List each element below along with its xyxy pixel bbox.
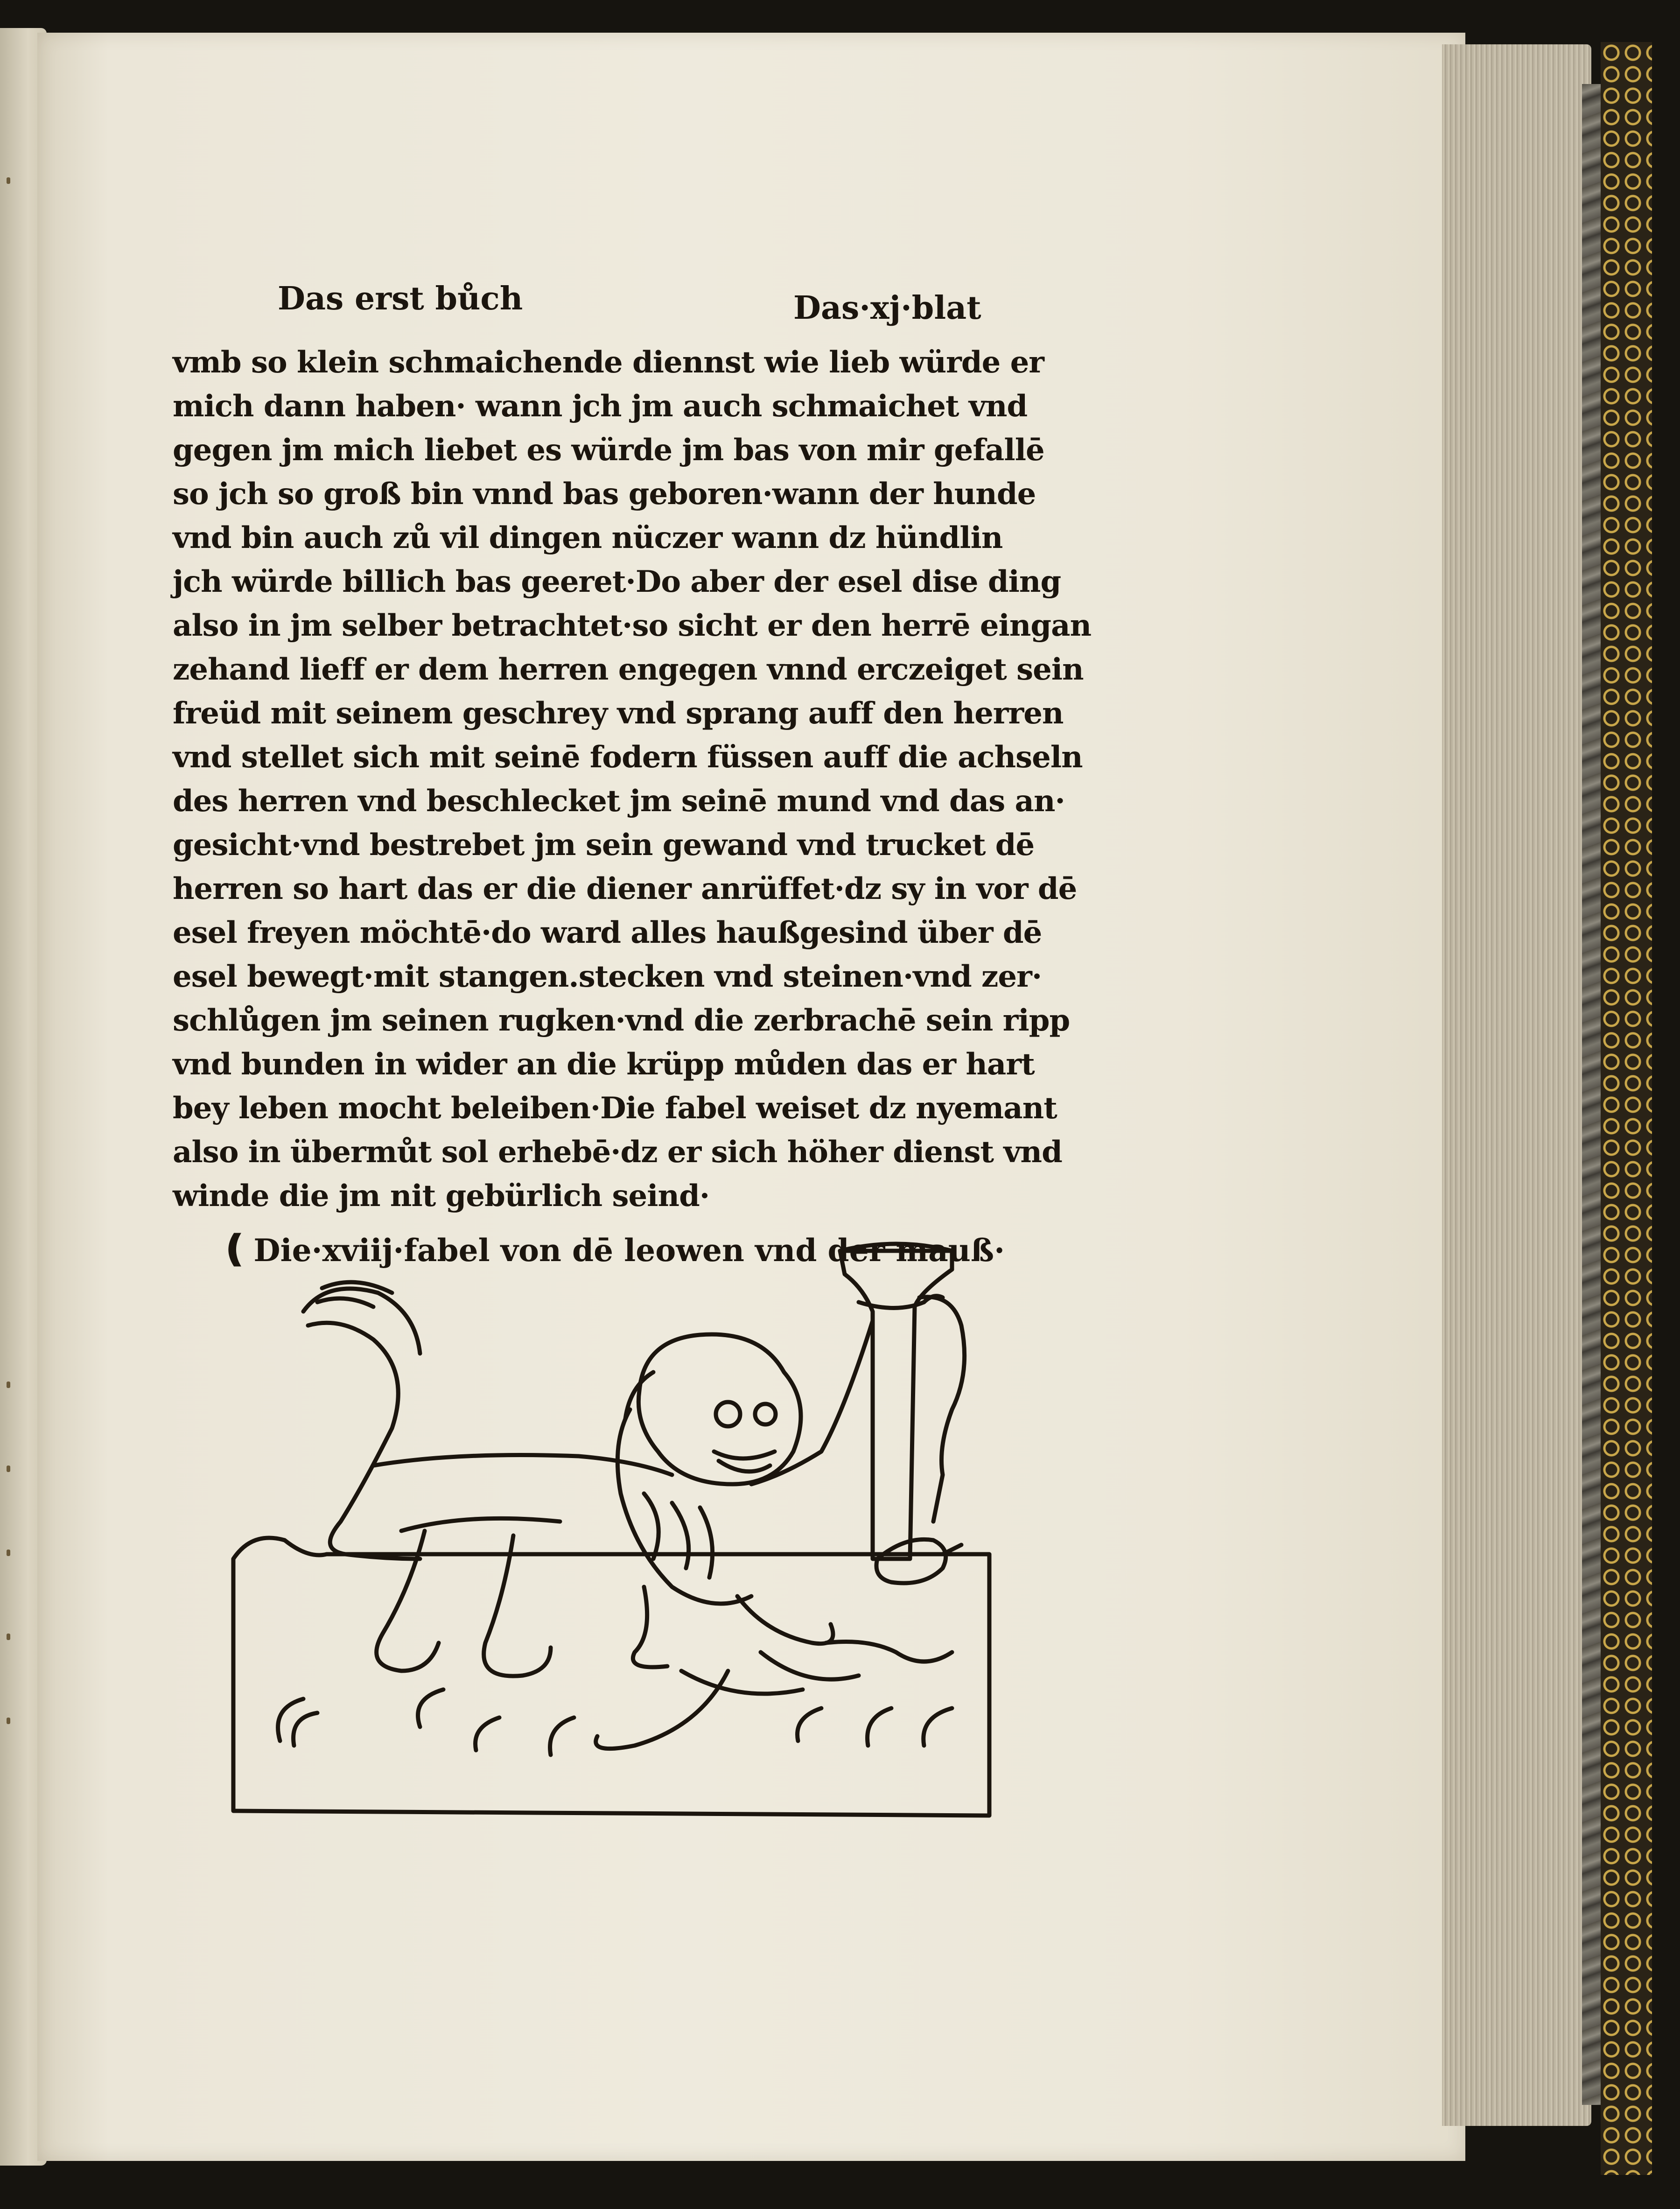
- lion-and-mouse-woodcut: [224, 1232, 1008, 1830]
- text-line: herren so hart das er die diener anrüffet·dz sy in vor dē: [173, 871, 1077, 906]
- text-line: esel bewegt·mit stangen.stecken vnd steinen·vnd zer·: [173, 959, 1042, 994]
- chapter-mark: ❪: [219, 1227, 250, 1270]
- text-line: esel freyen möchtē·do ward alles haußgesind über dē: [173, 915, 1042, 950]
- text-line: so jch so groß bin vnnd bas geboren·wann der hunde: [173, 477, 1036, 512]
- ink-speck: [7, 1634, 10, 1640]
- ink-speck: [7, 1466, 10, 1472]
- text-line: vmb so klein schmaichende diennst wie lieb würde er: [173, 345, 1044, 380]
- text-line: zehand lieff er dem herren engegen vnnd erczeiget sein: [173, 652, 1084, 687]
- text-block: [173, 280, 1092, 1270]
- ink-speck: [7, 177, 10, 184]
- page-edges: [1442, 44, 1591, 2126]
- text-line: bey leben mocht beleiben·Die fabel weiset dz nyemant: [173, 1091, 1057, 1126]
- ink-speck: [7, 1550, 10, 1556]
- text-line: gesicht·vnd bestrebet jm sein gewand vnd trucket dē: [173, 827, 1035, 863]
- text-line: gegen jm mich liebet es würde jm bas von mir gefallē: [173, 433, 1044, 468]
- ink-speck: [7, 1382, 10, 1388]
- text-line: vnd bin auch zů vil dingen nüczer wann dz hündlin: [173, 520, 1003, 555]
- text-line: also in übermůt sol erhebē·dz er sich höher dienst vnd: [173, 1135, 1062, 1170]
- text-line: also in jm selber betrachtet·so sicht er den herrē eingan: [173, 608, 1092, 643]
- chapter-heading-text: Die·xviij·fabel von dē leowen vnd der mauß·: [253, 1232, 1005, 1269]
- text-line: mich dann haben· wann jch jm auch schmaichet vnd: [173, 389, 1028, 424]
- running-head-right: Das·xj·blat: [793, 289, 981, 327]
- woodcut-frame: [233, 1538, 989, 1816]
- text-line: des herren vnd beschlecket jm seinē mund vnd das an·: [173, 784, 1065, 819]
- gold-tooled-binding: [1601, 42, 1652, 2175]
- text-line: schlůgen jm seinen rugken·vnd die zerbrachē sein ripp: [173, 1003, 1070, 1038]
- text-line: winde die jm nit gebürlich seind·: [173, 1178, 710, 1213]
- running-head-left: Das erst bůch: [278, 280, 523, 317]
- text-line: freüd mit seinem geschrey vnd sprang auff den herren: [173, 696, 1064, 731]
- text-line: vnd stellet sich mit seinē fodern füssen auff die achseln: [173, 740, 1083, 775]
- running-head: [173, 280, 1059, 341]
- text-line: jch würde billich bas geeret·Do aber der esel dise ding: [173, 564, 1061, 599]
- text-line: vnd bunden in wider an die krüpp můden das er hart: [173, 1047, 1035, 1082]
- ink-speck: [7, 1718, 10, 1724]
